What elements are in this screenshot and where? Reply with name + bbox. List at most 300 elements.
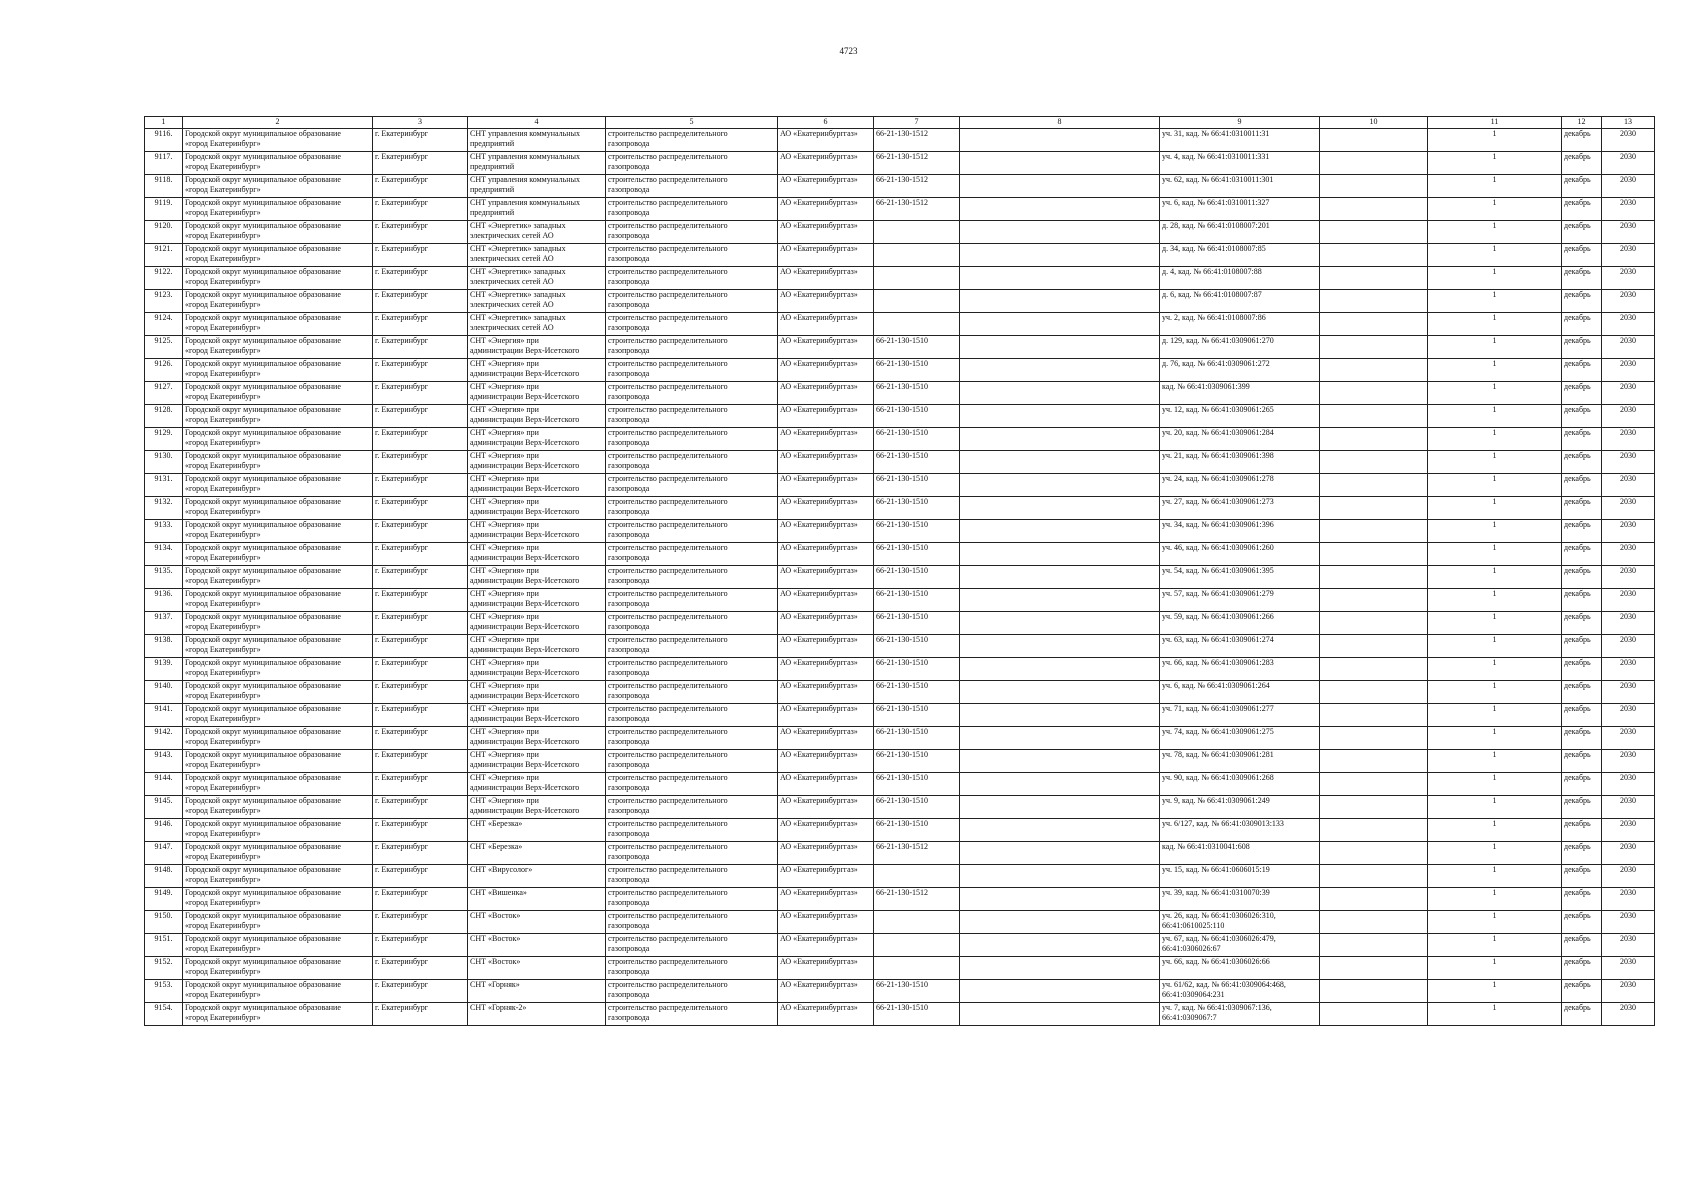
reserve-cell (1320, 520, 1428, 543)
reserve-cell (1320, 612, 1428, 635)
row-number-cell: 9119. (145, 198, 183, 221)
location-name-cell-line: СНТ «Энергия» при (470, 635, 539, 644)
municipality-cell-line: «город Екатеринбург» (185, 484, 261, 493)
work-type-cell (606, 934, 778, 957)
reserve-cell (1320, 842, 1428, 865)
table-row (145, 198, 1655, 221)
land-plot-cell-line: уч. 90, кад. № 66:41:0309061:268 (1162, 773, 1274, 782)
extra-cell (960, 842, 1160, 865)
work-type-cell-line: строительство распределительного (608, 198, 728, 207)
row-number-cell: 9127. (145, 382, 183, 405)
land-plot-cell (1160, 198, 1320, 221)
settlement-cell: г. Екатеринбург (373, 727, 468, 750)
extra-cell (960, 911, 1160, 934)
municipality-cell-line: Городской округ муниципальное образование (185, 957, 341, 966)
settlement-cell: г. Екатеринбург (373, 566, 468, 589)
table-row (145, 635, 1655, 658)
operator-cell: АО «Екатеринбурггаз» (778, 129, 874, 152)
settlement-cell: г. Екатеринбург (373, 612, 468, 635)
location-name-cell (468, 819, 606, 842)
operator-cell: АО «Екатеринбурггаз» (778, 957, 874, 980)
year-cell: 2030 (1602, 152, 1655, 175)
work-type-cell-line: газопровода (608, 760, 650, 769)
municipality-cell-line: Городской округ муниципальное образование (185, 888, 341, 897)
location-name-cell-line: СНТ «Энергия» при (470, 336, 539, 345)
month-cell: декабрь (1562, 842, 1602, 865)
work-type-cell-line: строительство распределительного (608, 451, 728, 460)
location-name-cell-line: администрации Верх-Исетского (470, 783, 580, 792)
settlement-cell: г. Екатеринбург (373, 428, 468, 451)
municipality-cell-line: Городской округ муниципальное образование (185, 1003, 341, 1012)
municipality-cell-line: Городской округ муниципальное образование (185, 474, 341, 483)
table-row (145, 957, 1655, 980)
operator-cell: АО «Екатеринбурггаз» (778, 727, 874, 750)
location-name-cell-line: СНТ «Энергетик» западных (470, 313, 566, 322)
reserve-cell (1320, 888, 1428, 911)
network-id-cell: 66-21-130-1512 (874, 129, 960, 152)
network-id-cell: 66-21-130-1510 (874, 980, 960, 1003)
municipality-cell-line: Городской округ муниципальное образование (185, 428, 341, 437)
operator-cell: АО «Екатеринбурггаз» (778, 382, 874, 405)
quantity-cell: 1 (1428, 911, 1562, 934)
work-type-cell (606, 612, 778, 635)
extra-cell (960, 819, 1160, 842)
municipality-cell-line: «город Екатеринбург» (185, 806, 261, 815)
table-row (145, 1003, 1655, 1026)
quantity-cell: 1 (1428, 543, 1562, 566)
row-number-cell: 9140. (145, 681, 183, 704)
quantity-cell: 1 (1428, 474, 1562, 497)
location-name-cell-line: СНТ «Вишенка» (470, 888, 527, 897)
work-type-cell-line: строительство распределительного (608, 405, 728, 414)
table-row (145, 773, 1655, 796)
year-cell: 2030 (1602, 1003, 1655, 1026)
location-name-cell-line: администрации Верх-Исетского (470, 346, 580, 355)
land-plot-cell-line: уч. 31, кад. № 66:41:0310011:31 (1162, 129, 1270, 138)
work-type-cell-line: строительство распределительного (608, 911, 728, 920)
work-type-cell (606, 589, 778, 612)
month-cell: декабрь (1562, 382, 1602, 405)
settlement-cell: г. Екатеринбург (373, 911, 468, 934)
municipality-cell (183, 934, 373, 957)
year-cell: 2030 (1602, 865, 1655, 888)
land-plot-cell (1160, 957, 1320, 980)
month-cell: декабрь (1562, 175, 1602, 198)
work-type-cell-line: строительство распределительного (608, 957, 728, 966)
work-type-cell-line: строительство распределительного (608, 888, 728, 897)
year-cell: 2030 (1602, 290, 1655, 313)
location-name-cell-line: администрации Верх-Исетского (470, 415, 580, 424)
table-row (145, 750, 1655, 773)
settlement-cell: г. Екатеринбург (373, 635, 468, 658)
work-type-cell (606, 451, 778, 474)
location-name-cell-line: СНТ «Березка» (470, 842, 523, 851)
work-type-cell-line: газопровода (608, 461, 650, 470)
municipality-cell-line: «город Екатеринбург» (185, 921, 261, 930)
land-plot-cell-line: кад. № 66:41:0309061:399 (1162, 382, 1250, 391)
work-type-cell (606, 865, 778, 888)
location-name-cell-line: СНТ «Энергетик» западных (470, 267, 566, 276)
month-cell: декабрь (1562, 681, 1602, 704)
work-type-cell-line: газопровода (608, 668, 650, 677)
year-cell: 2030 (1602, 888, 1655, 911)
reserve-cell (1320, 152, 1428, 175)
work-type-cell-line: газопровода (608, 507, 650, 516)
work-type-cell (606, 405, 778, 428)
extra-cell (960, 129, 1160, 152)
reserve-cell (1320, 497, 1428, 520)
year-cell: 2030 (1602, 382, 1655, 405)
column-header-1: 1 (145, 117, 183, 129)
network-id-cell: 66-21-130-1510 (874, 681, 960, 704)
location-name-cell (468, 267, 606, 290)
settlement-cell: г. Екатеринбург (373, 290, 468, 313)
work-type-cell-line: строительство распределительного (608, 244, 728, 253)
work-type-cell-line: строительство распределительного (608, 221, 728, 230)
municipality-cell-line: Городской округ муниципальное образование (185, 612, 341, 621)
work-type-cell (606, 704, 778, 727)
month-cell: декабрь (1562, 290, 1602, 313)
municipality-cell-line: «город Екатеринбург» (185, 783, 261, 792)
work-type-cell-line: газопровода (608, 346, 650, 355)
reserve-cell (1320, 313, 1428, 336)
reserve-cell (1320, 1003, 1428, 1026)
land-plot-cell-line: уч. 20, кад. № 66:41:0309061:284 (1162, 428, 1274, 437)
municipality-cell-line: Городской округ муниципальное образование (185, 336, 341, 345)
network-id-cell: 66-21-130-1510 (874, 589, 960, 612)
work-type-cell-line: строительство распределительного (608, 727, 728, 736)
location-name-cell-line: администрации Верх-Исетского (470, 438, 580, 447)
table-row (145, 336, 1655, 359)
land-plot-cell-line: д. 28, кад. № 66:41:0108007:201 (1162, 221, 1270, 230)
row-number-cell: 9121. (145, 244, 183, 267)
quantity-cell: 1 (1428, 290, 1562, 313)
extra-cell (960, 543, 1160, 566)
year-cell: 2030 (1602, 727, 1655, 750)
land-plot-cell-line: уч. 39, кад. № 66:41:0310070:39 (1162, 888, 1270, 897)
municipality-cell (183, 497, 373, 520)
land-plot-cell (1160, 244, 1320, 267)
month-cell: декабрь (1562, 911, 1602, 934)
land-plot-cell (1160, 589, 1320, 612)
work-type-cell-line: газопровода (608, 691, 650, 700)
quantity-cell: 1 (1428, 497, 1562, 520)
work-type-cell-line: строительство распределительного (608, 704, 728, 713)
work-type-cell (606, 750, 778, 773)
municipality-cell-line: Городской округ муниципальное образование (185, 658, 341, 667)
municipality-cell (183, 267, 373, 290)
reserve-cell (1320, 865, 1428, 888)
row-number-cell: 9152. (145, 957, 183, 980)
row-number-cell: 9145. (145, 796, 183, 819)
location-name-cell-line: СНТ «Энергия» при (470, 405, 539, 414)
operator-cell: АО «Екатеринбурггаз» (778, 543, 874, 566)
municipality-cell (183, 244, 373, 267)
location-name-cell-line: электрических сетей АО (470, 323, 554, 332)
row-number-cell: 9139. (145, 658, 183, 681)
row-number-cell: 9138. (145, 635, 183, 658)
work-type-cell-line: газопровода (608, 737, 650, 746)
municipality-cell (183, 428, 373, 451)
municipality-cell-line: «город Екатеринбург» (185, 415, 261, 424)
municipality-cell (183, 336, 373, 359)
location-name-cell (468, 428, 606, 451)
operator-cell: АО «Екатеринбурггаз» (778, 773, 874, 796)
land-plot-cell (1160, 520, 1320, 543)
network-id-cell: 66-21-130-1510 (874, 336, 960, 359)
row-number-cell: 9128. (145, 405, 183, 428)
location-name-cell-line: СНТ «Восток» (470, 957, 521, 966)
location-name-cell-line: СНТ управления коммунальных (470, 198, 580, 207)
municipality-cell (183, 543, 373, 566)
quantity-cell: 1 (1428, 129, 1562, 152)
network-id-cell: 66-21-130-1510 (874, 497, 960, 520)
network-id-cell: 66-21-130-1510 (874, 750, 960, 773)
municipality-cell-line: Городской округ муниципальное образование (185, 589, 341, 598)
year-cell: 2030 (1602, 451, 1655, 474)
work-type-cell (606, 313, 778, 336)
municipality-cell (183, 727, 373, 750)
reserve-cell (1320, 934, 1428, 957)
network-id-cell: 66-21-130-1510 (874, 1003, 960, 1026)
municipality-cell (183, 221, 373, 244)
year-cell: 2030 (1602, 796, 1655, 819)
location-name-cell-line: СНТ «Энергия» при (470, 658, 539, 667)
settlement-cell: г. Екатеринбург (373, 520, 468, 543)
land-plot-cell-line: уч. 57, кад. № 66:41:0309061:279 (1162, 589, 1274, 598)
location-name-cell (468, 635, 606, 658)
month-cell: декабрь (1562, 957, 1602, 980)
month-cell: декабрь (1562, 865, 1602, 888)
land-plot-cell (1160, 980, 1320, 1003)
quantity-cell: 1 (1428, 727, 1562, 750)
location-name-cell-line: СНТ «Энергия» при (470, 543, 539, 552)
municipality-cell-line: Городской округ муниципальное образование (185, 911, 341, 920)
column-header-5: 5 (606, 117, 778, 129)
extra-cell (960, 1003, 1160, 1026)
table-row (145, 980, 1655, 1003)
location-name-cell-line: администрации Верх-Исетского (470, 507, 580, 516)
municipality-cell-line: Городской округ муниципальное образование (185, 980, 341, 989)
extra-cell (960, 359, 1160, 382)
settlement-cell: г. Екатеринбург (373, 934, 468, 957)
municipality-cell (183, 474, 373, 497)
work-type-cell-line: строительство распределительного (608, 612, 728, 621)
municipality-cell-line: «город Екатеринбург» (185, 530, 261, 539)
location-name-cell-line: администрации Верх-Исетского (470, 553, 580, 562)
reserve-cell (1320, 589, 1428, 612)
location-name-cell (468, 704, 606, 727)
quantity-cell: 1 (1428, 359, 1562, 382)
row-number-cell: 9129. (145, 428, 183, 451)
year-cell: 2030 (1602, 221, 1655, 244)
municipality-cell (183, 198, 373, 221)
municipality-cell-line: Городской округ муниципальное образование (185, 796, 341, 805)
settlement-cell: г. Екатеринбург (373, 865, 468, 888)
land-plot-cell-line: 66:41:0306026:67 (1162, 944, 1221, 953)
year-cell: 2030 (1602, 244, 1655, 267)
location-name-cell-line: СНТ «Энергия» при (470, 750, 539, 759)
table-row (145, 497, 1655, 520)
quantity-cell: 1 (1428, 175, 1562, 198)
municipality-cell (183, 152, 373, 175)
row-number-cell: 9147. (145, 842, 183, 865)
reserve-cell (1320, 382, 1428, 405)
municipality-cell (183, 520, 373, 543)
quantity-cell: 1 (1428, 635, 1562, 658)
table-row (145, 474, 1655, 497)
work-type-cell-line: газопровода (608, 622, 650, 631)
location-name-cell (468, 382, 606, 405)
municipality-cell-line: «город Екатеринбург» (185, 461, 261, 470)
operator-cell: АО «Екатеринбурггаз» (778, 842, 874, 865)
reserve-cell (1320, 129, 1428, 152)
settlement-cell: г. Екатеринбург (373, 1003, 468, 1026)
quantity-cell: 1 (1428, 451, 1562, 474)
location-name-cell (468, 474, 606, 497)
location-name-cell-line: СНТ «Энергетик» западных (470, 244, 566, 253)
operator-cell: АО «Екатеринбурггаз» (778, 152, 874, 175)
network-id-cell: 66-21-130-1512 (874, 888, 960, 911)
location-name-cell-line: администрации Верх-Исетского (470, 645, 580, 654)
network-id-cell: 66-21-130-1510 (874, 727, 960, 750)
reserve-cell (1320, 957, 1428, 980)
municipality-cell (183, 658, 373, 681)
network-id-cell (874, 313, 960, 336)
month-cell: декабрь (1562, 129, 1602, 152)
month-cell: декабрь (1562, 451, 1602, 474)
month-cell: декабрь (1562, 980, 1602, 1003)
month-cell: декабрь (1562, 1003, 1602, 1026)
municipality-cell-line: Городской округ муниципальное образование (185, 750, 341, 759)
reserve-cell (1320, 727, 1428, 750)
work-type-cell (606, 727, 778, 750)
work-type-cell (606, 221, 778, 244)
month-cell: декабрь (1562, 566, 1602, 589)
municipality-cell-line: Городской округ муниципальное образование (185, 635, 341, 644)
municipality-cell-line: Городской округ муниципальное образование (185, 244, 341, 253)
network-id-cell: 66-21-130-1512 (874, 842, 960, 865)
land-plot-cell-line: 66:41:0309064:231 (1162, 990, 1225, 999)
month-cell: декабрь (1562, 497, 1602, 520)
month-cell: декабрь (1562, 152, 1602, 175)
extra-cell (960, 658, 1160, 681)
year-cell: 2030 (1602, 474, 1655, 497)
table-body (145, 129, 1655, 1026)
location-name-cell-line: СНТ управления коммунальных (470, 129, 580, 138)
location-name-cell (468, 934, 606, 957)
year-cell: 2030 (1602, 957, 1655, 980)
location-name-cell-line: СНТ управления коммунальных (470, 152, 580, 161)
municipality-cell-line: «город Екатеринбург» (185, 990, 261, 999)
municipality-cell-line: Городской округ муниципальное образование (185, 727, 341, 736)
municipality-cell-line: «город Екатеринбург» (185, 967, 261, 976)
network-id-cell: 66-21-130-1510 (874, 566, 960, 589)
extra-cell (960, 612, 1160, 635)
settlement-cell: г. Екатеринбург (373, 313, 468, 336)
table-row (145, 244, 1655, 267)
column-header-3: 3 (373, 117, 468, 129)
land-plot-cell (1160, 543, 1320, 566)
work-type-cell-line: газопровода (608, 806, 650, 815)
operator-cell: АО «Екатеринбурггаз» (778, 819, 874, 842)
month-cell: декабрь (1562, 267, 1602, 290)
settlement-cell: г. Екатеринбург (373, 451, 468, 474)
location-name-cell-line: СНТ «Энергетик» западных (470, 221, 566, 230)
operator-cell: АО «Екатеринбурггаз» (778, 865, 874, 888)
location-name-cell-line: администрации Верх-Исетского (470, 484, 580, 493)
table-row (145, 359, 1655, 382)
work-type-cell-line: строительство распределительного (608, 1003, 728, 1012)
work-type-cell (606, 152, 778, 175)
reserve-cell (1320, 451, 1428, 474)
location-name-cell (468, 359, 606, 382)
land-plot-cell-line: уч. 26, кад. № 66:41:0306026:310, (1162, 911, 1276, 920)
column-header-6: 6 (778, 117, 874, 129)
location-name-cell (468, 198, 606, 221)
year-cell: 2030 (1602, 589, 1655, 612)
column-header-8: 8 (960, 117, 1160, 129)
work-type-cell (606, 796, 778, 819)
municipality-cell-line: «город Екатеринбург» (185, 898, 261, 907)
municipality-cell (183, 980, 373, 1003)
location-name-cell-line: предприятий (470, 139, 515, 148)
reserve-cell (1320, 336, 1428, 359)
land-plot-cell-line: кад. № 66:41:0310041:608 (1162, 842, 1250, 851)
year-cell: 2030 (1602, 980, 1655, 1003)
municipality-cell (183, 612, 373, 635)
municipality-cell (183, 635, 373, 658)
network-id-cell (874, 221, 960, 244)
work-type-cell (606, 497, 778, 520)
table-row (145, 819, 1655, 842)
land-plot-cell-line: уч. 66, кад. № 66:41:0306026:66 (1162, 957, 1270, 966)
extra-cell (960, 635, 1160, 658)
municipality-cell-line: Городской округ муниципальное образование (185, 520, 341, 529)
quantity-cell: 1 (1428, 658, 1562, 681)
row-number-cell: 9124. (145, 313, 183, 336)
network-id-cell: 66-21-130-1510 (874, 635, 960, 658)
location-name-cell (468, 313, 606, 336)
table-row (145, 175, 1655, 198)
operator-cell: АО «Екатеринбурггаз» (778, 704, 874, 727)
location-name-cell-line: СНТ «Энергия» при (470, 612, 539, 621)
row-number-cell: 9120. (145, 221, 183, 244)
column-header-7: 7 (874, 117, 960, 129)
location-name-cell-line: СНТ «Энергия» при (470, 681, 539, 690)
year-cell: 2030 (1602, 267, 1655, 290)
land-plot-cell-line: уч. 6/127, кад. № 66:41:0309013:133 (1162, 819, 1284, 828)
network-id-cell: 66-21-130-1510 (874, 428, 960, 451)
operator-cell: АО «Екатеринбурггаз» (778, 635, 874, 658)
table-row (145, 911, 1655, 934)
municipality-cell (183, 911, 373, 934)
location-name-cell (468, 658, 606, 681)
land-plot-cell (1160, 451, 1320, 474)
land-plot-cell (1160, 727, 1320, 750)
location-name-cell-line: СНТ «Энергия» при (470, 382, 539, 391)
land-plot-cell-line: уч. 2, кад. № 66:41:0108007:86 (1162, 313, 1266, 322)
table-row (145, 566, 1655, 589)
operator-cell: АО «Екатеринбурггаз» (778, 934, 874, 957)
row-number-cell: 9132. (145, 497, 183, 520)
municipality-cell-line: «город Екатеринбург» (185, 231, 261, 240)
row-number-cell: 9117. (145, 152, 183, 175)
work-type-cell-line: газопровода (608, 645, 650, 654)
work-type-cell-line: строительство распределительного (608, 313, 728, 322)
network-id-cell: 66-21-130-1512 (874, 175, 960, 198)
settlement-cell: г. Екатеринбург (373, 773, 468, 796)
